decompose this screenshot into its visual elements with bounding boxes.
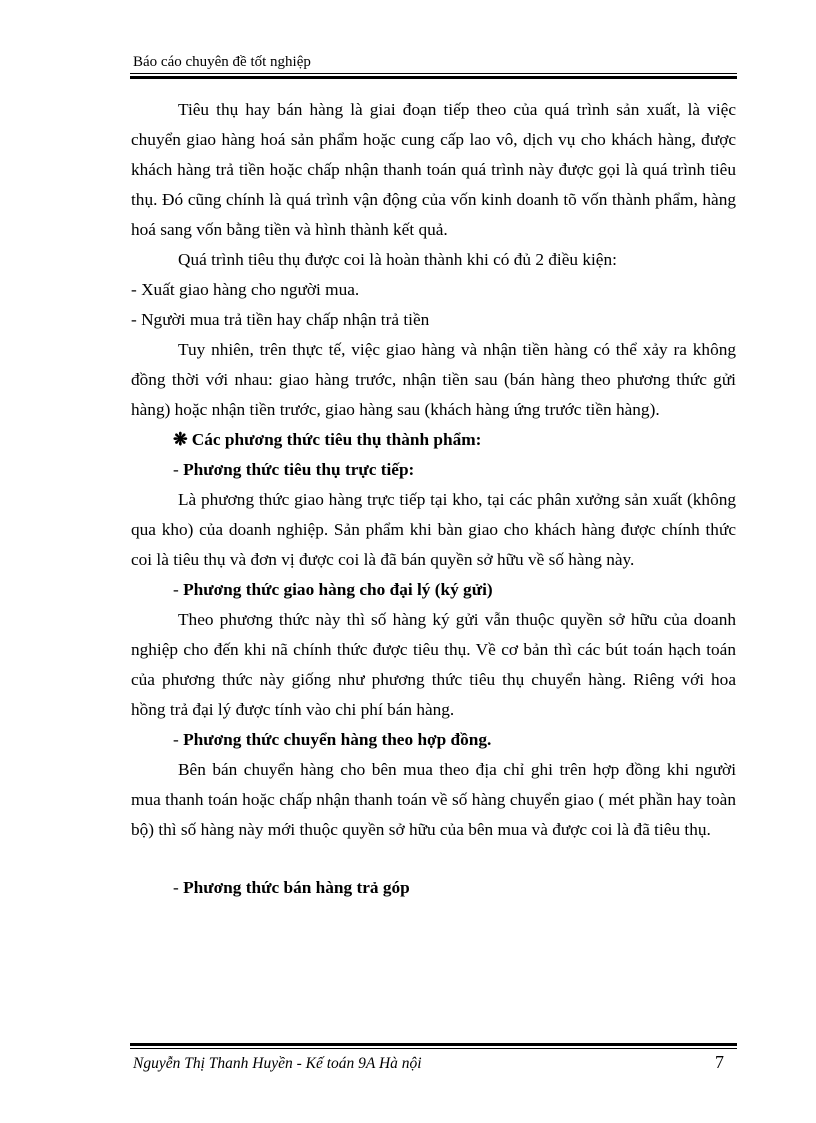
heading-text: Phương thức tiêu thụ trực tiếp:	[183, 460, 415, 479]
section-heading: ❋ Các phương thức tiêu thụ thành phẩm:	[173, 430, 482, 449]
heading-text: Phương thức giao hàng cho đại lý (ký gửi)	[183, 580, 493, 599]
page-header-title: Báo cáo chuyên đề tốt nghiệp	[133, 54, 311, 70]
paragraph: Quá trình tiêu thụ được coi là hoàn thành khi có đủ 2 điều kiện:	[178, 250, 617, 269]
heading-text: Phương thức bán hàng trả góp	[183, 878, 410, 897]
subsection-heading	[131, 725, 736, 755]
subsection-heading	[131, 873, 736, 903]
document-body	[131, 95, 736, 903]
paragraph: Bên bán chuyển hàng cho bên mua theo địa chỉ ghi trên hợp đồng khi người mua thanh toán hoặc chấp nhận thanh toán về số hàng chuyển giao ( mét phần hay toàn bộ) thì số hàng này mới thuộc quyền sở hữu của bên mua và được coi là đã tiêu thụ.	[131, 760, 736, 839]
heading-text: Phương thức chuyển hàng theo hợp đồng.	[183, 730, 492, 749]
footer-author: Nguyễn Thị Thanh Huyền - Kế toán 9A Hà nội	[133, 1055, 422, 1072]
spacer	[131, 845, 736, 873]
subsection-heading	[131, 575, 736, 605]
paragraph: Tuy nhiên, trên thực tế, việc giao hàng và nhận tiền hàng có thể xảy ra không đồng thời với nhau: giao hàng trước, nhận tiền sau (bán hàng theo phương thức gửi hàng) hoặc nhận tiền trước, giao hàng sau (khách hàng ứng trước tiền hàng).	[131, 340, 736, 419]
paragraph: Theo phương thức này thì số hàng ký gửi vẫn thuộc quyền sở hữu của doanh nghiệp cho đến khi nã chính thức được tiêu thụ. Về cơ bản thì các bút toán hạch toán của phương thức này giống như phương thức tiêu thụ chuyển hàng. Riêng với hoa hồng trả đại lý được tính vào chi phí bán hàng.	[131, 610, 736, 719]
heading-dash: -	[173, 730, 184, 749]
heading-dash: -	[173, 580, 184, 599]
subsection-heading	[131, 455, 736, 485]
paragraph: Tiêu thụ hay bán hàng là giai đoạn tiếp theo của quá trình sản xuất, là việc chuyển giao hàng hoá sản phẩm hoặc cung cấp lao vô, dịch vụ cho khách hàng, được khách hàng trả tiền hoặc chấp nhận thanh toán quá trình này được gọi là quá trình tiêu thụ. Đó cũng chính là quá trình vận động của vốn kinh doanh tõ vốn thành phẩm, hàng hoá sang vốn bằng tiền và hình thành kết quả.	[131, 100, 736, 239]
footer-rule-thick	[130, 1043, 737, 1046]
header-rule-thick	[130, 76, 737, 79]
heading-dash: -	[173, 460, 184, 479]
list-item: - Người mua trả tiền hay chấp nhận trả tiền	[131, 310, 430, 329]
paragraph: Là phương thức giao hàng trực tiếp tại kho, tại các phân xưởng sản xuất (không qua kho) của doanh nghiệp. Sản phẩm khi bàn giao cho khách hàng được chính thức coi là tiêu thụ và đơn vị được coi là đã bán quyền sở hữu về số hàng này.	[131, 490, 736, 569]
footer-rule-thin	[130, 1048, 737, 1049]
list-item: - Xuất giao hàng cho người mua.	[131, 280, 360, 299]
heading-dash: -	[173, 878, 184, 897]
page-number: 7	[715, 1052, 724, 1072]
header-rule-thin	[130, 73, 737, 74]
